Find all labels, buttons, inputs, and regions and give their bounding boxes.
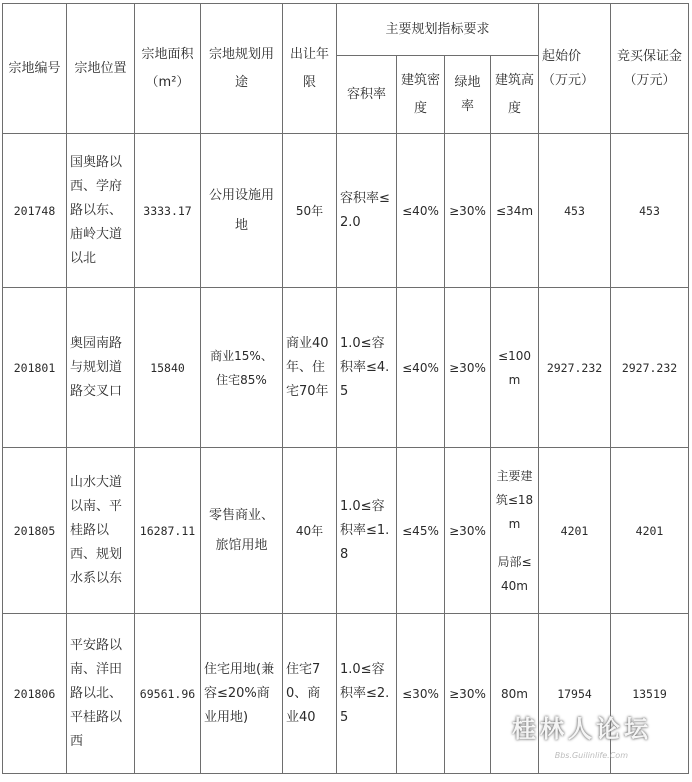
land-parcel-table (2, 3, 689, 774)
table-header-row (3, 4, 689, 56)
header-area: 宗地面积（m²） (135, 4, 201, 134)
cell-deposit: 4201 (611, 448, 689, 614)
cell-height-main: 主要建筑≤18m (495, 468, 534, 531)
cell-density: ≤40% (397, 288, 445, 448)
cell-deposit: 13519 (611, 614, 689, 774)
cell-location: 国奥路以西、学府路以东、庙岭大道以北 (67, 134, 135, 288)
header-far: 容积率 (337, 56, 397, 134)
cell-green: ≥30% (445, 448, 491, 614)
cell-term: 50年 (283, 134, 337, 288)
cell-area: 15840 (135, 288, 201, 448)
cell-term: 40年 (283, 448, 337, 614)
cell-use: 住宅用地(兼容≤20%商业用地) (201, 614, 283, 774)
cell-start-price: 453 (539, 134, 611, 288)
cell-far: 1.0≤容积率≤4.5 (337, 288, 397, 448)
header-green: 绿地率 (445, 56, 491, 134)
cell-height: ≤100m (491, 288, 539, 448)
cell-parcel-no: 201805 (3, 448, 67, 614)
cell-height: ≤34m (491, 134, 539, 288)
cell-green: ≥30% (445, 134, 491, 288)
header-parcel-no: 宗地编号 (3, 4, 67, 134)
cell-green: ≥30% (445, 288, 491, 448)
cell-start-price: 4201 (539, 448, 611, 614)
cell-location: 平安路以南、洋田路以北、平桂路以西 (67, 614, 135, 774)
table-row (3, 448, 689, 614)
cell-use: 公用设施用地 (201, 134, 283, 288)
header-use: 宗地规划用途 (201, 4, 283, 134)
header-deposit: 竞买保证金（万元） (611, 4, 689, 134)
cell-term: 商业40年、住宅70年 (283, 288, 337, 448)
cell-location: 山水大道以南、平桂路以西、规划水系以东 (67, 448, 135, 614)
cell-start-price: 17954 (539, 614, 611, 774)
cell-green: ≥30% (445, 614, 491, 774)
cell-far: 1.0≤容积率≤1.8 (337, 448, 397, 614)
table-row (3, 134, 689, 288)
header-location: 宗地位置 (67, 4, 135, 134)
cell-height (491, 448, 539, 614)
cell-area: 16287.11 (135, 448, 201, 614)
cell-area: 69561.96 (135, 614, 201, 774)
cell-far: 1.0≤容积率≤2.5 (337, 614, 397, 774)
cell-height: 80m (491, 614, 539, 774)
cell-parcel-no: 201748 (3, 134, 67, 288)
header-indicators: 主要规划指标要求 (337, 4, 539, 56)
header-term: 出让年限 (283, 4, 337, 134)
cell-start-price: 2927.232 (539, 288, 611, 448)
cell-use: 零售商业、旅馆用地 (201, 448, 283, 614)
forum-watermark-url: Bbs.Guilinlife.Com (554, 751, 628, 760)
cell-use: 商业15%、住宅85% (201, 288, 283, 448)
header-height: 建筑高度 (491, 56, 539, 134)
header-density: 建筑密度 (397, 56, 445, 134)
cell-height-local: 局部≤40m (497, 554, 532, 593)
cell-parcel-no: 201806 (3, 614, 67, 774)
cell-density: ≤40% (397, 134, 445, 288)
cell-term: 住宅70、商业40 (283, 614, 337, 774)
cell-area: 3333.17 (135, 134, 201, 288)
cell-density: ≤30% (397, 614, 445, 774)
cell-density: ≤45% (397, 448, 445, 614)
cell-parcel-no: 201801 (3, 288, 67, 448)
cell-location: 奥园南路与规划道路交叉口 (67, 288, 135, 448)
table-row (3, 288, 689, 448)
cell-deposit: 2927.232 (611, 288, 689, 448)
spacer (495, 536, 534, 550)
header-start-price: 起始价（万元） (539, 4, 611, 134)
table-row (3, 614, 689, 774)
cell-deposit: 453 (611, 134, 689, 288)
cell-far: 容积率≤2.0 (337, 134, 397, 288)
forum-watermark: 桂林人论坛 (512, 714, 652, 743)
